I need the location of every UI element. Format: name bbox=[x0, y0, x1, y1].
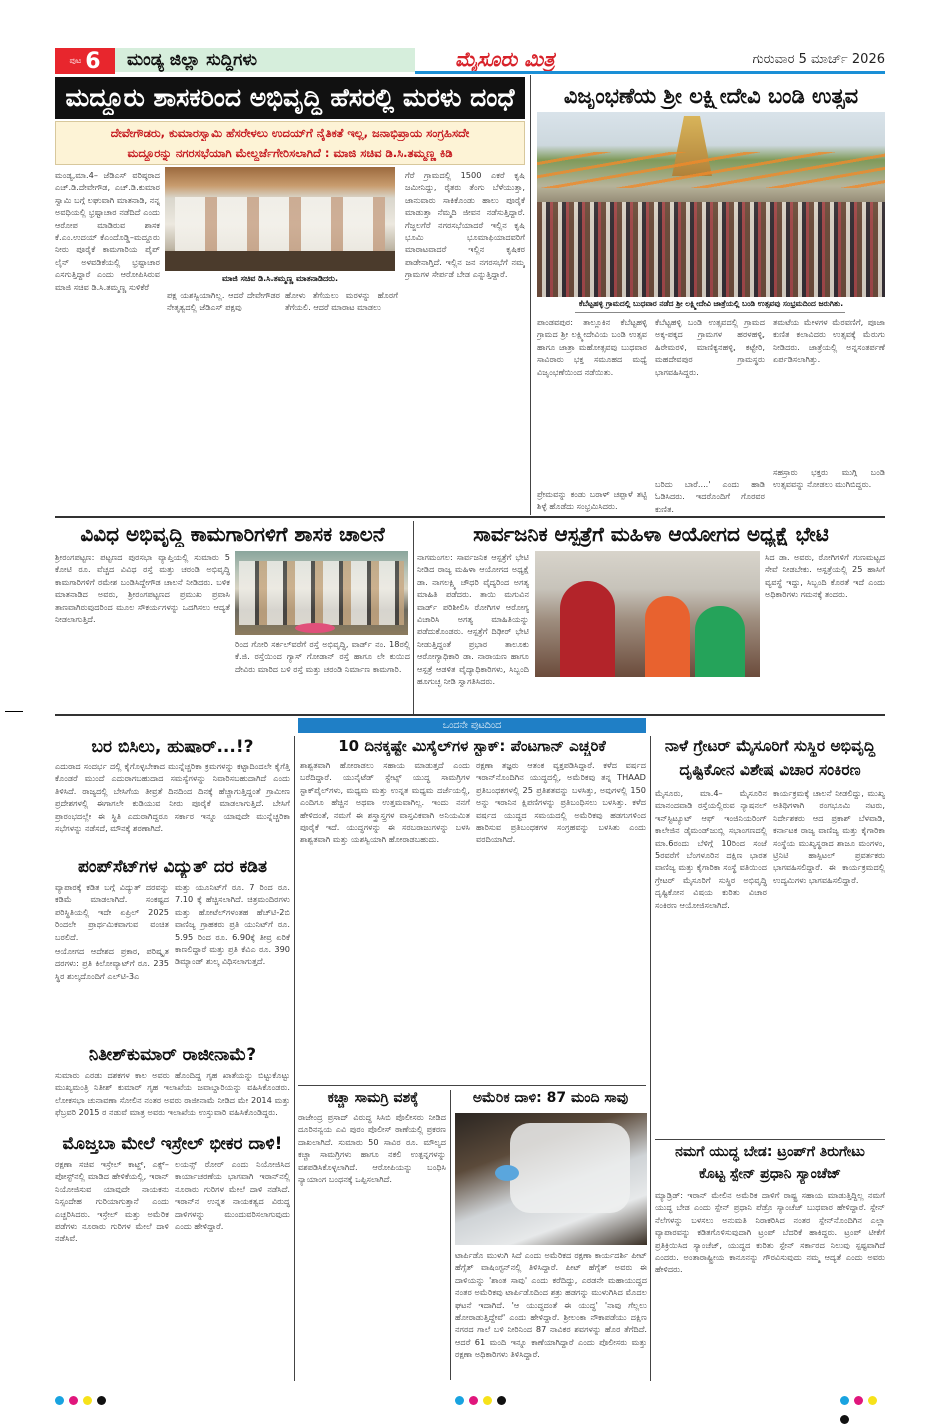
caption-rule bbox=[575, 312, 845, 313]
section-rule bbox=[55, 516, 885, 518]
greater-col-2 bbox=[773, 787, 885, 1135]
page-number-badge bbox=[55, 48, 115, 74]
bandi-headline: ವಿಜೃಂಭಣೆಯ ಶ್ರೀ ಲಕ್ಷ್ಮೀದೇವಿ ಬಂಡಿ ಉತ್ಸವ bbox=[563, 84, 859, 108]
section-rule-4 bbox=[655, 1139, 885, 1140]
maddur-subhead-2: ಮದ್ದೂರನ್ನು ನಗರಸಭೆಯಾಗಿ ಮೇಲ್ದರ್ಜೆಗೇರಿಸಲಾಗಿದೆ : ಮಾಜಿ ಸಚಿವ ಡಿ.ಸಿ.ತಮ್ಮಣ್ಣ ಕಿಡಿ bbox=[127, 146, 453, 160]
hospital-col-1 bbox=[417, 551, 529, 712]
registration-marks-right bbox=[840, 1390, 885, 1428]
page-header bbox=[55, 45, 885, 73]
commission-chair-figure bbox=[560, 581, 615, 677]
hospital-headline: ಸಾರ್ವಜನಿಕ ಆಸ್ಪತ್ರೆಗೆ ಮಹಿಳಾ ಆಯೋಗದ ಅಧ್ಯಕ್ಷೆ ಭೇಟಿ bbox=[473, 522, 829, 546]
masthead-logo: ಮೈಸೂರು ಮಿತ್ರ bbox=[455, 47, 555, 71]
maddur-photo bbox=[165, 167, 395, 271]
mojtaba-col-2-text: ಲಯನ್ಸ್ ರೋರ್ ಎಂದು ನಿಯೋಜಿಸಿದ ಕಾರ್ಯಾಚರಣೆಯ ಭಾಗವಾಗಿ ಇರಾನ್‌ನಲ್ಲಿ ನೂರಾರು ಗುರಿಗಳ ಮೇಲೆ ದಾಳಿ ನಡೆಸಿದೆ. ಇರಾನ್‌ನ ಉನ್ನತ ನಾಯಕತ್ವದ ವಿರುದ್ಧ ದಾಳಿಗಳನ್ನು ಮುಂದುವರಿಸಲಾಗುವುದು ಎಂದು ಹೇಳಿದ್ದಾರೆ. bbox=[175, 1159, 290, 1232]
margin-tick bbox=[5, 711, 23, 712]
magenta-dot bbox=[854, 1396, 863, 1405]
nitish-headline: ನಿತೀಶ್‌ಕುಮಾರ್ ರಾಜೀನಾಮೆ? bbox=[88, 1045, 257, 1065]
column-divider bbox=[530, 75, 531, 515]
patient-figure bbox=[645, 596, 690, 677]
bandi-col-3-end: ಸಹಸ್ರಾರು ಭಕ್ತರು ಮುಗ್ಗಿ ಬಂಡಿ ಉತ್ಸವವನ್ನು ನೋಡಲು ಮುಗಿಬಿದ್ದರು. bbox=[773, 466, 885, 490]
greater-col-1-text: ಮೈಸೂರು, ಮಾ.4– ಮೈಸೂರಿನ ಮಾನಂದವಾಡಿ ರಸ್ತೆಯಲ್ಲಿರುವ ನ್ಯಾಷನಲ್ ಇನ್‌ಸ್ಟಿಟ್ಯೂಟ್ ಆಫ್ ಇಂಜಿನಿಯರಿಂಗ್ ಕಾಲೇಜಿನ ಡೈಮಂಡ್‌ಜುಬ್ಲಿ ಸಭಾಂಗಣದಲ್ಲಿ ಮಾ.6ರಂದು ಬೆಳಿಗ್ಗೆ 10ರಿಂದ ಸಂಜೆ 5ರವರೆಗೆ ಬೆಂಗಳೂರಿನ ದಕ್ಷಿಣ ಭಾರತ ವಾಣಿಜ್ಯ ಮತ್ತು ಕೈಗಾರಿಕಾ ಸಂಸ್ಥೆ ವತಿಯಿಂದ ಗ್ರೇಟರ್ ಮೈಸೂರಿಗೆ ಸುಸ್ಥಿರ ಅಭಿವೃದ್ಧಿ ದೃಷ್ಟಿಕೋನ ವಿಷಯ ಕುರಿತು ವಿಚಾರ ಸಂಕಿರಣ ಆಯೋಜಿಸಲಾಗಿದೆ. bbox=[655, 788, 767, 910]
missile-col-1 bbox=[300, 759, 470, 1081]
greater-headline-1: ನಾಳೆ ಗ್ರೇಟರ್ ಮೈಸೂರಿಗೆ ಸುಸ್ಥಿರ ಅಭಿವೃದ್ಧಿ bbox=[664, 737, 876, 755]
bara-body-text: ಎದುರಾದ ಸಂದರ್ಭ ದಲ್ಲಿ ಕೈಗೊಳ್ಳಬೇಕಾದ ಮುನ್ನೆಚ್ಚರಿಕಾ ಕ್ರಮಗಳನ್ನು ಕಟ್ಟಾದಿಂದಲೇ ಕೈಗೆತ್ತಿ ಕೊಂಡರೆ ಮುಂದೆ ಎದುರಾಗಬಹುದಾದ ಸಮಸ್ಯೆಗಳನ್ನು ನಿವಾರಿಸಬಹುದಾಗಿದೆ ಎಂದು ತಿಳಿಸಿದೆ. ರಾಜ್ಯದಲ್ಲಿ ಬೇಸಿಗೆಯ ತೀವ್ರತೆ ದಿನದಿಂದ ದಿನಕ್ಕೆ ಹೆಚ್ಚಾಗುತ್ತಿದ್ದಂತೆ ಗ್ರಾಮೀಣ ಪ್ರದೇಶಗಳಲ್ಲಿ ಈಗಾಗಲೇ ಕುಡಿಯುವ ನೀರು ಪೂರೈಕೆ ಮಾಡಲಾಗುತ್ತಿದೆ. ಬೇಸಿಗೆ ಪ್ರಾರಂಭದಲ್ಲೇ ಈ ಸ್ಥಿತಿ ಎದುರಾಗಿದ್ದರೂ ಸರ್ಕಾರ ಇನ್ನೂ ಯಾವುದೇ ಮುನ್ನೆಚ್ಚರಿಕಾ ಸಭೆಗಳನ್ನು ನಡೆಸದೆ, ಮೌನಕ್ಕೆ ಶರಣಾಗಿದೆ. bbox=[55, 761, 290, 834]
cyan-dot bbox=[455, 1396, 464, 1405]
missile-headline: 10 ದಿನಕ್ಕಷ್ಟೇ ಮಿಸೈಲ್‌ಗಳ ಸ್ಟಾಕ್: ಪೆಂಟಗಾನ್ ಎಚ್ಚರಿಕೆ bbox=[338, 737, 606, 755]
nitish-body bbox=[55, 1069, 290, 1131]
mojtaba-col-2 bbox=[175, 1158, 290, 1381]
maddur-col-2 bbox=[167, 289, 280, 513]
mojtaba-col-1 bbox=[55, 1158, 169, 1381]
pumpset-col-1 bbox=[55, 881, 169, 1041]
cyan-dot bbox=[840, 1396, 849, 1405]
mojtaba-headline: ಮೊಜ್ತಬಾ ಮೇಲೆ ಇಸ್ರೇಲ್ ಭೀಕರ ದಾಳಿ! bbox=[62, 1134, 283, 1154]
page-label: ಪುಟ bbox=[69, 56, 82, 65]
black-dot bbox=[497, 1396, 506, 1405]
festival-garlands bbox=[537, 152, 885, 188]
column-divider-5 bbox=[650, 736, 651, 1381]
black-dot bbox=[97, 1396, 106, 1405]
hospital-col-2-text: ಸಿದ ಡಾ. ಅವರು, ರೋಗಿಗಳಿಗೆ ಗುಣಮಟ್ಟದ ಸೇವೆ ನೀಡಬೇಕು. ಆಸ್ಪತ್ರೆಯಲ್ಲಿ 25 ಹಾಸಿಗೆ ವ್ಯವಸ್ಥೆ ಇದ್ದು, ಸಿಬ್ಬಂದಿ ಕೊರತೆ ಇದೆ ಎಂದು ಅಧಿಕಾರಿಗಳು ಗಮನಕ್ಕೆ ತಂದರು. bbox=[765, 552, 885, 600]
hospital-lead: ನಾಗಮಂಗಲ: ಸಾರ್ವಜನಿಕ ಆಸ್ಪತ್ರೆಗೆ ಭೇಟಿ ನೀಡಿದ ರಾಜ್ಯ ಮಹಿಳಾ ಆಯೋಗದ ಅಧ್ಯಕ್ಷೆ ಡಾ. ನಾಗಲಕ್ಷ್ಮಿ ಚೌಧರಿ ವೈದ್ಯರಿಂದ ಅಗತ್ಯ ಮಾಹಿತಿ ಪಡೆದರು. ತಾಯಿ ಮಗುವಿನ ವಾರ್ಡ್ ಪರಿಶೀಲಿಸಿ ರೋಗಿಗಳ ಆರೋಗ್ಯ ವಿಚಾರಿಸಿ ಅಗತ್ಯ ಮಾಹಿತಿಯನ್ನು ಪಡೆದುಕೊಂಡರು. ಆಸ್ಪತ್ರೆಗೆ ದಿಢೀರ್ ಭೇಟಿ ನೀಡುತ್ತಿದ್ದಂತೆ ಪ್ರಭಾರ ತಾಲೂಕು ಆರೋಗ್ಯಾಧಿಕಾರಿ ಡಾ. ನಾರಾಯಣ ಹಾಗೂ ಆಸ್ಪತ್ರೆ ಆಡಳಿತ ವೈದ್ಯಾಧಿಕಾರಿಗಳು, ಸಿಬ್ಬಂದಿ ಹೂಗುಚ್ಛ ನೀಡಿ ಸ್ವಾಗತಿಸಿದರು. bbox=[417, 552, 529, 687]
header-rule bbox=[415, 71, 885, 74]
bandi-col-3 bbox=[773, 316, 885, 512]
medical-cap bbox=[495, 1165, 519, 1181]
magenta-dot bbox=[469, 1396, 478, 1405]
missile-col-2-text: ರಕ್ಷಣಾ ತಜ್ಞರು ಆತಂಕ ವ್ಯಕ್ತಪಡಿಸಿದ್ದಾರೆ. ಕಳೆದ ವರ್ಷದ ಇರಾನ್‌ನೊಂದಿಗಿನ ಯುದ್ಧದಲ್ಲಿ, ಅಮೆರಿಕವು ತನ್ನ THAAD ಪ್ರತಿಬಂಧಕಗಳಲ್ಲಿ 25 ಪ್ರತಿಶತವನ್ನು ಬಳಸಿತ್ತು, ಅವುಗಳಲ್ಲಿ 150 ಅನ್ನು ಇರಾನಿನ ಕ್ಷಿಪಣಿಗಳನ್ನು ಪ್ರತಿಬಂಧಿಸಲು ಬಳಸಿತ್ತು. ಕಳೆದ ವರ್ಷದ ಯುದ್ಧದ ಸಮಯದಲ್ಲಿ ಅಮೆರಿಕವು ಹಡಗುಗಳಿಂದ ಹಾರಿಸುವ ಪ್ರತಿಬಂಧಕಗಳ ಸಂಗ್ರಹವನ್ನು ಬಳಸಿತು ಎಂದು ವರದಿಯಾಗಿದೆ. bbox=[476, 760, 646, 845]
speaker-figures bbox=[175, 197, 385, 257]
press-table bbox=[165, 251, 395, 271]
column-divider-3 bbox=[294, 736, 295, 1381]
column-divider-4 bbox=[450, 1090, 451, 1380]
mla-headline: ವಿವಿಧ ಅಭಿವೃದ್ಧಿ ಕಾಮಗಾರಿಗಳಿಗೆ ಶಾಸಕ ಚಾಲನೆ bbox=[80, 522, 385, 546]
black-dot bbox=[840, 1415, 849, 1424]
continued-banner-text: ಒಂದನೇ ಪುಟದಿಂದ bbox=[442, 720, 502, 731]
maddur-col-4 bbox=[405, 169, 525, 513]
column-divider-2 bbox=[413, 521, 414, 714]
maddur-col-3 bbox=[285, 289, 398, 513]
bara-headline: ಬರ ಬಿಸಿಲು, ಹುಷಾರ್...!? bbox=[91, 737, 254, 757]
page-number: 6 bbox=[85, 48, 101, 74]
mla-col-2 bbox=[235, 638, 410, 712]
pumpset-col-1-text: ವ್ಯಾಪಾರಕ್ಕೆ ಕಡಿತ ಬಗ್ಗೆ ವಿದ್ಯುತ್ ದರವನ್ನು ಕಡಿಮೆ ಮಾಡಲಾಗಿದೆ. ಸಂಕಷ್ಟದ ಪರಿಸ್ಥಿತಿಯಲ್ಲಿ ಇದೇ ಏಪ್ರಿಲ್ 2025 ರಿಂದಲೇ ಪ್ರಾರ್ಥಮಿಕವಾಗುವ ವಂಚಿತ ಬರಲಿದೆ. bbox=[55, 882, 169, 942]
pumpset-headline: ಪಂಪ್‌ಸೆಟ್‌ಗಳ ವಿದ್ಯುತ್ ದರ ಕಡಿತ bbox=[78, 857, 267, 877]
yellow-dot bbox=[83, 1396, 92, 1405]
mla-col-1 bbox=[55, 551, 230, 712]
maddur-lead: ಮಂಡ್ಯ,ಮಾ.4– ಜೆಡಿಎಸ್ ವರಿಷ್ಠರಾದ ಎಚ್.ಡಿ.ದೇವೇಗೌಡ, ಎಚ್.ಡಿ.ಕುಮಾರ ಸ್ವಾಮಿ ಬಗ್ಗೆ ಲಘುವಾಗಿ ಮಾತನಾಡಿ, ನನ್ನ ಅವಧಿಯಲ್ಲಿ ಭ್ರಷ್ಟಾಚಾರ ನಡೆದಿದೆ ಎಂದು ಆರೋಪ ಮಾಡಿರುವ ಶಾಸಕ ಕೆ.ಎಂ.ಉದಯ್ ಕೆಎಂದೊಡ್ಡಿ–ಮದ್ದೂರು ನೀರು ಪೂರೈಕೆ ಕಾಮಗಾರಿಯ ಪೈಪ್ ಲೈನ್ ಅಳವಡಿಕೆಯಲ್ಲಿ ಭ್ರಷ್ಟಾಚಾರ ಎಸಗುತ್ತಿದ್ದಾರೆ ಎಂದು ಆರೋಪಿಸಿರುವ ಮಾಜಿ ಸಚಿವ ಡಿ.ಸಿ.ತಮ್ಮಣ್ಣ ಸುಳಿಕೆರೆ bbox=[55, 170, 160, 292]
bandi-col-1-end: ಪ್ರೇಮವನ್ನು ಕಂಡು ಬರಾಳ್ ಚಪ್ಪಾಳೆ ತಟ್ಟಿ ಶಿಳ್ಳೆ ಹೊಡೆದು ಸಂಭ್ರಮಿಸಿದರು. bbox=[537, 489, 647, 512]
hospital-col-2 bbox=[765, 551, 885, 712]
bandi-photo-caption: ಕೆಬೆಟ್ಟಹಳ್ಳಿ ಗ್ರಾಮದಲ್ಲಿ ಬುಧವಾರ ನಡೆದ ಶ್ರೀ ಲಕ್ಷ್ಮೀದೇವಿ ಜಾತ್ರೆಯಲ್ಲಿ ಬಂಡಿ ಉತ್ಸವವು ಸಂಭ್ರಮದಿಂದ ಜರುಗಿತು. bbox=[578, 299, 844, 308]
mojtaba-col-1-text: ರಕ್ಷಣಾ ಸಚಿವ ಇಸ್ರೇಲ್ ಕಾಟ್ಜ್, ಎಕ್ಸ್–ಪೋಸ್ಟ್‌ನಲ್ಲಿ ಮಾಡಿದ ಹೇಳಿಕೆಯಲ್ಲಿ, ಇರಾನ್ ನಿಯೋಜಿಸುವ ಯಾವುದೇ ನಾಯಕನು ನಿಸ್ಸಂದೇಹ ಗುರಿಯಾಗುತ್ತಾನೆ ಎಂದು ಎಚ್ಚರಿಸಿದರು. ಇಸ್ರೇಲ್ ಮತ್ತು ಅಮೆರಿಕ ಪಡೆಗಳು ನೂರಾರು ಗುರಿಗಳ ಮೇಲೆ ದಾಳಿ ನಡೆಸಿವೆ. bbox=[55, 1159, 169, 1244]
continued-banner bbox=[298, 718, 646, 733]
maddur-col-3-text: ಹೋಳು ತೆಗೆಯಲು ಮರಳನ್ನು ಹೊರಗೆ ತೆಗೆಯಲಿ. ಆದರೆ ಮಾರಾಟ ಮಾಡಲು bbox=[285, 290, 398, 313]
magenta-dot bbox=[69, 1396, 78, 1405]
newspaper-page bbox=[55, 45, 885, 1385]
bandi-col-2-end: ಬರಿದು ಬಾರೆ....' ಎಂದು ಹಾಡಿ ಓಡಿಸಿದರು. ಇದರೊಂದಿಗೆ ಗೊರವರ ಕುಣಿತ. bbox=[655, 479, 765, 512]
maddur-subhead-1: ದೇವೇಗೌಡರು, ಕುಮಾರಸ್ವಾಮಿ ಹೆಸರೇಳಲು ಉದಯ್‌ಗೆ ನೈತಿಕತೆ ಇಲ್ಲ, ಜನಾಭಿಪ್ರಾಯ ಸಂಗ್ರಹಿಸದೇ bbox=[110, 126, 470, 140]
greater-col-1 bbox=[655, 787, 767, 1135]
section-rule-2 bbox=[55, 714, 885, 716]
section-rule-3 bbox=[298, 1085, 646, 1086]
bandi-festival-photo bbox=[537, 112, 885, 297]
officials-group bbox=[239, 561, 404, 625]
festival-crowd bbox=[537, 202, 885, 297]
maddur-col-1 bbox=[55, 169, 160, 513]
missile-col-2 bbox=[476, 759, 646, 1081]
cyan-dot bbox=[55, 1396, 64, 1405]
spain-body-text: ಮ್ಯಾಡ್ರಿಡ್: ಇರಾನ್ ಮೇಲಿನ ಅಮೆರಿಕ ದಾಳಿಗೆ ರಾಷ್ಟ್ರ ಸಹಾಯ ಮಾಡುತ್ತಿದ್ದಿಲ್ಲ ನಮಗೆ ಯುದ್ಧ ಬೇಡ ಎಂದು ಸ್ಪೇನ್ ಪ್ರಧಾನಿ ಪೆಡ್ರೊ ಸ್ಯಾಂಚೆಜ್ ಬುಧವಾರ ಹೇಳಿದ್ದಾರೆ. ಸ್ಪೇನ್ ನೆಲೆಗಳನ್ನು ಬಳಸಲು ಅನುಮತಿ ನಿರಾಕರಿಸಿದ ನಂತರ ಸ್ಪೇನ್‌ನೊಂದಿಗಿನ ಎಲ್ಲಾ ವ್ಯಾಪಾರವನ್ನು ಕಡಿತಗೊಳಿಸುವುದಾಗಿ ಟ್ರಂಪ್ ಬೆದರಿಕೆ ಹಾಕಿದ್ದರು. ಟ್ರಂಪ್ ಟೀಕೆಗೆ ಪ್ರತಿಕ್ರಿಯಿಸಿದ ಸ್ಯಾಂಚೆಜ್, ಯುದ್ಧದ ಕುರಿತು ಸ್ಪೇನ್ ಸರ್ಕಾರದ ನಿಲುವು ಸ್ಪಷ್ಟವಾಗಿದೆ ಎಂದರು. ಅಂತಾರಾಷ್ಟ್ರೀಯ ಕಾನೂನನ್ನು ಗೌರವಿಸುವುದು ನಮ್ಮ ಆದ್ಯತೆ ಎಂದು ಅವರು ಹೇಳಿದರು. bbox=[655, 1190, 885, 1275]
nitish-body-text: ಸುಮಾರು ಎರಡು ದಶಕಗಳ ಕಾಲ ಅವರು ಹೊಂದಿದ್ದ ಗೃಹ ಖಾತೆಯನ್ನು ಬಿಟ್ಟುಕೊಟ್ಟು ಮುಖ್ಯಮಂತ್ರಿ ನಿತೀಶ್ ಕುಮಾರ್ ಗೃಹ ಇಲಾಖೆಯ ಜವಾಬ್ದಾರಿಯನ್ನು ವಹಿಸಿಕೊಂಡರು. ಲೋಕಸಭಾ ಚುನಾವಣಾ ಸೋಲಿನ ನಂತರ ಅವರು ರಾಜೀನಾಮೆ ನೀಡಿದ ಮೇ 2014 ಮತ್ತು ಫೆಬ್ರವರಿ 2015 ರ ನಡುವೆ ಮಾತ್ರ ಅವರು ಇಲಾಖೆಯ ಉಸ್ತುವಾರಿ ವಹಿಸಿಕೊಂಡಿದ್ದರು. bbox=[55, 1070, 290, 1118]
yellow-dot bbox=[483, 1396, 492, 1405]
spain-headline-1: ನಮಗೆ ಯುದ್ಧ ಬೇಡ: ಟ್ರಂಪ್‌ಗೆ ತಿರುಗೇಟು bbox=[675, 1144, 865, 1160]
bara-body bbox=[55, 760, 290, 853]
maddur-photo-caption: ಮಾಜಿ ಸಚಿವ ಡಿ.ಸಿ.ತಮ್ಮಣ್ಣ ಮಾತನಾಡಿದರು. bbox=[222, 274, 338, 283]
maddur-headline: ಮದ್ದೂರು ಶಾಸಕರಿಂದ ಅಭಿವೃದ್ಧಿ ಹೆಸರಲ್ಲಿ ಮರಳು ದಂಧೆ bbox=[65, 83, 515, 112]
registration-marks-center bbox=[455, 1390, 511, 1409]
missile-col-1-text: ಶಾಶ್ವತವಾಗಿ ಹೋರಾಡಲು ಸಹಾಯ ಮಾಡುತ್ತದೆ ಎಂದು ಬರೆದಿದ್ದಾರೆ. ಯುನೈಟೆಡ್ ಸ್ಟೇಟ್ಸ್ ಯುದ್ಧ ಸಾಮಗ್ರಿಗಳ ಸ್ಟಾಕ್‌ಪೈಲ್‌ಗಳು, ಮಧ್ಯಮ ಮತ್ತು ಉನ್ನತ ಮಧ್ಯಮ ದರ್ಜೆಯಲ್ಲಿ, ಎಂದಿಗೂ ಹೆಚ್ಚಿನ ಅಥವಾ ಉತ್ತಮವಾಗಿಲ್ಲ. ಇಂದು ನನಗೆ ಹೇಳಿದಂತೆ, ನಮಗೆ ಈ ಶಸ್ತ್ರಾಸ್ತ್ರಗಳ ವಾಸ್ತವಿಕವಾಗಿ ಅನಿಯಮಿತ ಪೂರೈಕೆ ಇದೆ. ಯುದ್ಧಗಳನ್ನು ಈ ಸರಬರಾಜುಗಳನ್ನು ಬಳಸಿ ಶಾಶ್ವತವಾಗಿ ಮತ್ತು ಯಶಸ್ವಿಯಾಗಿ ಹೋರಾಡಬಹುದು. bbox=[300, 760, 470, 845]
greater-col-2-text: ಕಾರ್ಯಕ್ರಮಕ್ಕೆ ಚಾಲನೆ ನೀಡಲಿದ್ದು, ಮುಖ್ಯ ಅತಿಥಿಗಳಾಗಿ ರಂಗಭೂಮಿ ನಟರು, ನಿರ್ದೇಶಕರು ಆದ ಪ್ರಕಾಶ್ ಬೆಳವಾಡಿ, ಕರ್ನಾಟಕ ರಾಜ್ಯ ವಾಣಿಜ್ಯ ಮತ್ತು ಕೈಗಾರಿಕಾ ಸಂಸ್ಥೆಯ ಮುಖ್ಯಸ್ಥರಾದ ಶಾಜೂ ಮಂಗಳಂ, ಟ್ರಿನಿಟಿ ಹಾಸ್ಪಿಟಲ್ ಪ್ರವರ್ತಕರು ಭಾಗವಹಿಸಲಿದ್ದಾರೆ. ಈ ಕಾರ್ಯಕ್ರಮದಲ್ಲಿ ಉದ್ಯಮಿಗಳು ಭಾಗವಹಿಸಲಿದ್ದಾರೆ. bbox=[773, 788, 885, 885]
rescue-workers bbox=[510, 1123, 630, 1213]
yellow-dot bbox=[868, 1396, 877, 1405]
kachha-headline: ಕಚ್ಚಾ ಸಾಮಗ್ರಿ ವಶಕ್ಕೆ bbox=[327, 1090, 419, 1106]
pumpset-col-1-b: ಆಯೋಗದ ಆದೇಶದ ಪ್ರಕಾರ, ಪರಿಷ್ಕೃತ ದರಗಳು: ಪ್ರತಿ ಕಿಲೋವ್ಯಾಟ್‌ಗೆ ರೂ. 235 ಸ್ಥಿರ ಶುಲ್ಕದೊಂದಿಗೆ ಎಲ್‌ಟಿ-3ಎ bbox=[55, 946, 169, 981]
registration-marks-left bbox=[55, 1390, 111, 1409]
maddur-col-2-text: ಪಕ್ಷ ಯಶಸ್ವಿಯಾಗಿಲ್ಲ. ಆದರೆ ದೇವೇಗೌಡರ ನೇತೃತ್ವದಲ್ಲಿ ಜೆಡಿಎಸ್ ಪಕ್ಷವು bbox=[167, 290, 280, 313]
pumpset-col-2 bbox=[175, 881, 290, 1041]
spain-body bbox=[655, 1189, 885, 1381]
mla-groundbreaking-photo bbox=[235, 551, 408, 635]
bandi-col-1 bbox=[537, 316, 647, 512]
bandi-col-2 bbox=[655, 316, 765, 512]
america-rescue-photo bbox=[455, 1113, 647, 1245]
kachha-body bbox=[298, 1111, 446, 1381]
greater-headline-2: ದೃಷ್ಟಿಕೋನ ವಿಶೇಷ ವಿಚಾರ ಸಂಕಿರಣ bbox=[679, 761, 861, 779]
attendant-figure bbox=[695, 606, 745, 677]
pumpset-col-2-text: ಮತ್ತು ಯೂನಿಟ್‌ಗೆ ರೂ. 7 ರಿಂದ ರೂ. 7.10 ಕ್ಕೆ ಹೆಚ್ಚಿಸಲಾಗಿದೆ. ಚಿತ್ರಮಂದಿರಗಳು ಮತ್ತು ಹೋಟೆಲ್‌ಗಳಂತಹ ಹೆಚ್‌ಟಿ-2ಬಿ ವಾಣಿಜ್ಯ ಗ್ರಾಹಕರು ಪ್ರತಿ ಯುನಿಟ್‌ಗೆ ರೂ. 5.95 ರಿಂದ ರೂ. 6.90ಕ್ಕೆ ತೀವ್ರ ಏರಿಕೆ ಕಾಣಲಿದ್ದಾರೆ ಮತ್ತು ಪ್ರತಿ ಕೆವಿಎ ರೂ. 390 ಡಿಮ್ಯಾಂಡ್ ಶುಲ್ಕ ವಿಧಿಸಲಾಗುತ್ತದೆ. bbox=[175, 882, 290, 967]
bandi-col-2-text: ಕೆಬೆಟ್ಟಹಳ್ಳಿ ಬಂಡಿ ಉತ್ಸವದಲ್ಲಿ ಗ್ರಾಮದ ಅಕ್ಕ-ಪಕ್ಕದ ಗ್ರಾಮಗಳ ಹರಳಹಳ್ಳಿ, ಹಿರೇಮರಳಿ, ಮಾಣಿಕ್ಯನಹಳ್ಳಿ, ಕಟ್ಟೇರಿ, ಮಹದೇವಪುರ ಗ್ರಾಮಸ್ಥರು ಭಾಗವಹಿಸಿದ್ದರು. bbox=[655, 317, 765, 377]
maddur-col-4-text: ಗೆರೆ ಗ್ರಾಮದಲ್ಲಿ 1500 ಎಕರೆ ಕೃಷಿ ಜಮೀನಿದ್ದು, ರೈತರು ತೆಂಗು ಬೆಳೆಯುತ್ತಾ, ಜಾನುವಾರು ಸಾಕಿಕೊಂಡು ಹಾಲು ಪೂರೈಕೆ ಮಾಡುತ್ತಾ ನೆಮ್ಮದಿ ಜೀವನ ನಡೆಸುತ್ತಿದ್ದಾರೆ. ಗೆಜ್ಜಲಗೆರೆ ನಗರಸಭೆಯಾದರೆ ಇಲ್ಲಿನ ಕೃಷಿ ಭೂಮಿ ಭೂಮಾಫಿಯಾದವರಿಗೆ ಮಾರಾಟವಾದರೆ ಇಲ್ಲಿನ ಕೃಷಿಕರ ಪಾಡೇನಾಗ್ತಿದೆ. ಇಲ್ಲಿನ ಜನ ನಗರಸಭೆಗೆ ನಮ್ಮ ಗ್ರಾಮಗಳ ಸೇರ್ಪಡೆ ಬೇಡ ಎನ್ನುತ್ತಿದ್ದಾರೆ. bbox=[405, 170, 525, 280]
flower-garland bbox=[295, 623, 335, 633]
issue-date: ಗುರುವಾರ 5 ಮಾರ್ಚ್ 2026 bbox=[752, 52, 885, 67]
bandi-col-3-text: ತಮಟೆಯ ಮೇಳಗಳ ಮೆರವಣಿಗೆ, ಪೂಜಾ ಕುಣಿತ ಕಲಾವಿದರು ಉತ್ಸವಕ್ಕೆ ಮೆರುಗು ನೀಡಿದರು. ಜಾತ್ರೆಯಲ್ಲಿ ಅನ್ನಸಂತರ್ಪಣೆ ಏರ್ಪಡಿಸಲಾಗಿತ್ತು. bbox=[773, 317, 885, 365]
kachha-body-text: ರಾಜೇಂದ್ರ ಪ್ರಸಾದ್ ವಿರುದ್ಧ ಸಿಸಿಬಿ ಪೊಲೀಸರು ನೀಡಿದ ದೂರಿನನ್ವಯ ಎವಿ ಪುರಂ ಪೊಲೀಸ್ ಠಾಣೆಯಲ್ಲಿ ಪ್ರಕರಣ ದಾಖಲಾಗಿದೆ. ಸುಮಾರು 50 ಸಾವಿರ ರೂ. ಮೌಲ್ಯದ ಕಚ್ಚಾ ಸಾಮಗ್ರಿಗಳು ಹಾಗೂ ನಕಲಿ ಉತ್ಪನ್ನಗಳನ್ನು ವಶಪಡಿಸಿಕೊಳ್ಳಲಾಗಿದೆ. ಆರೋಪಿಯನ್ನು ಬಂಧಿಸಿ ನ್ಯಾಯಾಂಗ ಬಂಧನಕ್ಕೆ ಒಪ್ಪಿಸಲಾಗಿದೆ. bbox=[298, 1112, 446, 1185]
america-body bbox=[455, 1249, 647, 1381]
america-headline: ಅಮೆರಿಕ ದಾಳಿ: 87 ಮಂದಿ ಸಾವು bbox=[472, 1090, 629, 1106]
spain-headline-2: ಕೊಟ್ಟ ಸ್ಪೇನ್ ಪ್ರಧಾನಿ ಸ್ಯಾಂಚೆಜ್ bbox=[699, 1166, 841, 1182]
bandi-col-1-text: ಪಾಂಡವಪುರ: ತಾಲ್ಲೂಕಿನ ಕೆಬೆಟ್ಟಹಳ್ಳಿ ಗ್ರಾಮದ ಶ್ರೀ ಲಕ್ಷ್ಮೀದೇವಿಯ ಬಂಡಿ ಉತ್ಸವ ಹಾಗೂ ಜಾತ್ರಾ ಮಹೋತ್ಸವವು ಬುಧವಾರ ಸಾವಿರಾರು ಭಕ್ತ ಸಮೂಹದ ಮಧ್ಯೆ ವಿಜೃಂಭಣೆಯಿಂದ ನಡೆಯಿತು. bbox=[537, 317, 647, 377]
mla-col-2-text: ರಿಂದ ಗೋರಿ ಸರ್ಕಲ್‌ವರೆಗೆ ರಸ್ತೆ ಅಭಿವೃದ್ಧಿ, ವಾರ್ಡ್ ನಂ. 18ರಲ್ಲಿ ಕೆ.ಜಿ. ರಸ್ತೆಯಿಂದ ಗ್ಯಾಸ್ ಗೋಡಾನ್ ರಸ್ತೆ ಹಾಗೂ ಲೇ ಕುಯಿದ ದೇವಿರು ಮಾರಿದ ಬಳಿ ರಸ್ತೆ ಮತ್ತು ಚರಂಡಿ ನಿರ್ಮಾಣ ಕಾಮಗಾರಿ. bbox=[235, 639, 410, 674]
hospital-visit-photo bbox=[535, 551, 760, 677]
america-body-text: ಟಾರ್ಪಿಡೊ ಮುಳುಗಿ ಸಿದೆ ಎಂದು ಅಮೆರಿಕದ ರಕ್ಷಣಾ ಕಾರ್ಯದರ್ಶಿ ಪೀಟ್ ಹೆಗ್ಸೆತ್ ವಾಷಿಂಗ್ಟನ್‌ನಲ್ಲಿ ತಿಳಿಸಿದ್ದಾರೆ. ಪೀಟ್ ಹೆಗ್ಸೆತ್ ಅವರು ಈ ದಾಳಿಯನ್ನು 'ಶಾಂತ ಸಾವು' ಎಂದು ಕರೆದಿದ್ದು, ಎರಡನೇ ಮಹಾಯುದ್ಧದ ನಂತರ ಅಮೆರಿಕವು ಟಾರ್ಪಿಡೊದಿಂದ ಶತ್ರು ಹಡಗನ್ನು ಮುಳುಗಿಸಿದ ಮೊದಲ ಘಟನೆ ಇದಾಗಿದೆ. 'ಆ ಯುದ್ಧದಂತೆ ಈ ಯುದ್ಧ' 'ನಾವು ಗೆಲ್ಲಲು ಹೋರಾಡುತ್ತಿದ್ದೇವೆ' ಎಂದು ಹೇಳಿದ್ದಾರೆ. ಶ್ರೀಲಂಕಾ ನೌಕಾಪಡೆಯು ದಕ್ಷಿಣ ನಗರದ ಗಾಲೆ ಬಳಿ ನೀರಿನಿಂದ 87 ನಾವಿಕರ ಶವಗಳನ್ನು ಹೊರ ತೆಗೆದಿದೆ. ಆದರೆ 61 ಮಂದಿ ಇನ್ನೂ ಕಾಣೆಯಾಗಿದ್ದಾರೆ ಎಂದು ಪೊಲೀಸರು ಮತ್ತು ರಕ್ಷಣಾ ಅಧಿಕಾರಿಗಳು ತಿಳಿಸಿದ್ದಾರೆ. bbox=[455, 1250, 647, 1360]
mla-lead: ಶ್ರೀರಂಗಪಟ್ಟಣ: ಪಟ್ಟಣದ ಪುರಸಭಾ ವ್ಯಾಪ್ತಿಯಲ್ಲಿ ಸುಮಾರು 5 ಕೋಟಿ ರೂ. ವೆಚ್ಚದ ವಿವಿಧ ರಸ್ತೆ ಮತ್ತು ಚರಂಡಿ ಅಭಿವೃದ್ಧಿ ಕಾಮಗಾರಿಗಳಿಗೆ ರಮೇಶ ಬಂಡಿಸಿದ್ದೇಗೌಡ ಚಾಲನೆ ನೀಡಿದರು. ಬಳಿಕ ಮಾತನಾಡಿದ ಅವರು, ಶ್ರೀರಂಗಪಟ್ಟಣದ ಪ್ರಮುಖ ಪ್ರವಾಸಿ ತಾಣವಾಗಿರುವುದರಿಂದ ಮೂಲ ಸೌಕರ್ಯಗಳನ್ನು ಒದಗಿಸಲು ಆದ್ಯತೆ ನೀಡಲಾಗುತ್ತಿದೆ. bbox=[55, 552, 230, 625]
section-title: ಮಂಡ್ಯ ಜಿಲ್ಲಾ ಸುದ್ದಿಗಳು bbox=[115, 48, 415, 72]
